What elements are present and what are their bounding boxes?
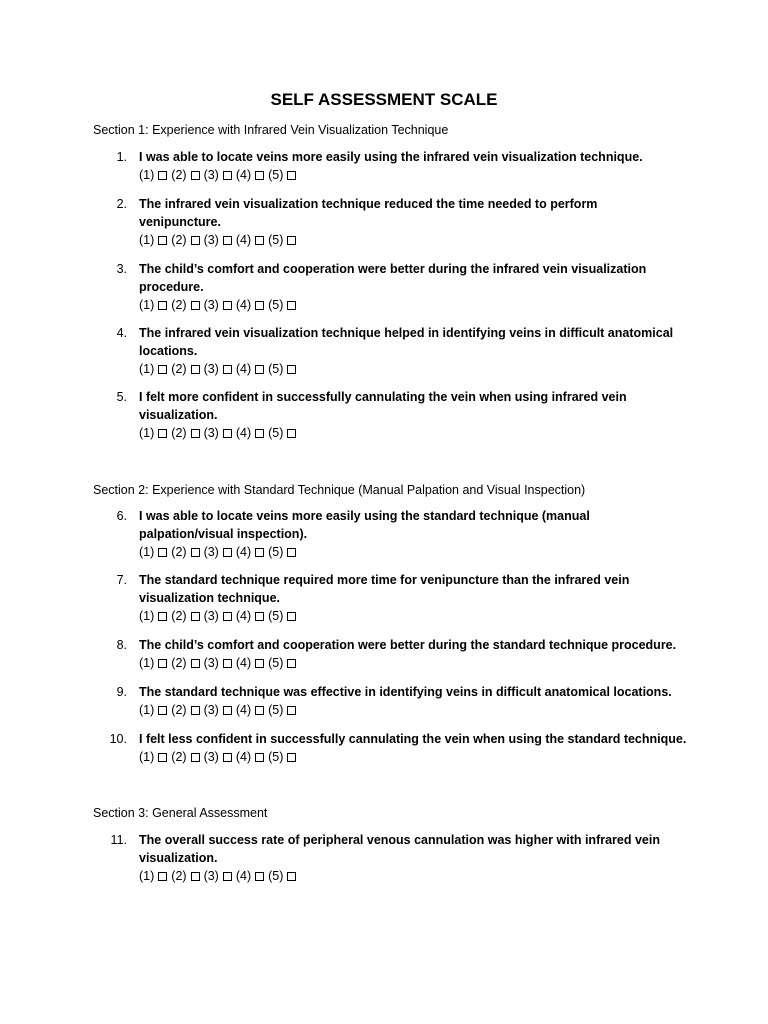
- rating-option-label: (4): [235, 869, 252, 883]
- rating-option[interactable]: [236, 361, 264, 379]
- checkbox[interactable]: [191, 706, 200, 715]
- rating-option[interactable]: [268, 425, 296, 443]
- rating-option-label: (2): [171, 750, 187, 764]
- checkbox[interactable]: [191, 548, 200, 557]
- rating-option[interactable]: [139, 425, 167, 443]
- question-number: 4.: [116, 326, 127, 340]
- checkbox[interactable]: [223, 753, 232, 762]
- checkbox[interactable]: [191, 753, 200, 762]
- checkbox[interactable]: [287, 548, 296, 557]
- rating-option-label: (4): [235, 545, 252, 559]
- rating-option-label: (4): [235, 168, 252, 182]
- question-text: The standard technique required more time for venipuncture than the infrared vein visualization technique.: [139, 573, 630, 605]
- checkbox[interactable]: [191, 171, 200, 180]
- rating-option[interactable]: [268, 608, 296, 626]
- rating-option[interactable]: [268, 868, 296, 886]
- checkbox[interactable]: [223, 872, 232, 881]
- checkbox[interactable]: [287, 872, 296, 881]
- rating-option-label: (3): [203, 362, 219, 376]
- rating-option-label: (4): [235, 703, 252, 717]
- question-number: 11.: [110, 833, 127, 847]
- rating-option-label: (5): [268, 703, 284, 717]
- checkbox[interactable]: [191, 612, 200, 621]
- rating-option[interactable]: [139, 232, 167, 250]
- rating-option-label: (1): [139, 656, 155, 670]
- checkbox[interactable]: [287, 706, 296, 715]
- checkbox[interactable]: [158, 548, 167, 557]
- rating-option-label: (2): [171, 703, 187, 717]
- rating-scale: [139, 608, 300, 626]
- rating-option[interactable]: [171, 425, 199, 443]
- rating-option-label: (3): [203, 233, 219, 247]
- question-number: 2.: [116, 197, 127, 211]
- rating-option-label: (2): [171, 609, 187, 623]
- rating-option-label: (4): [235, 362, 252, 376]
- question-text: I was able to locate veins more easily using the standard technique (manual palpation/visual inspection).: [139, 509, 590, 541]
- checkbox[interactable]: [158, 365, 167, 374]
- rating-option[interactable]: [204, 655, 232, 673]
- rating-option-label: (1): [139, 750, 155, 764]
- checkbox[interactable]: [287, 236, 296, 245]
- rating-option[interactable]: [204, 608, 232, 626]
- checkbox[interactable]: [158, 236, 167, 245]
- question-text: The infrared vein visualization technique reduced the time needed to perform venipuncture.: [139, 197, 598, 229]
- rating-scale: [139, 361, 300, 379]
- question-text: The overall success rate of peripheral venous cannulation was higher with infrared vein visualization.: [139, 833, 660, 865]
- rating-option-label: (3): [203, 750, 219, 764]
- rating-option[interactable]: [204, 749, 232, 767]
- question-number: 7.: [116, 573, 127, 587]
- rating-option[interactable]: [171, 608, 199, 626]
- checkbox[interactable]: [287, 659, 296, 668]
- checkbox[interactable]: [158, 171, 167, 180]
- rating-scale: [139, 702, 300, 720]
- rating-option-label: (2): [171, 545, 187, 559]
- rating-option[interactable]: [268, 297, 296, 315]
- rating-option-label: (5): [268, 298, 284, 312]
- rating-scale: [139, 425, 300, 443]
- rating-option[interactable]: [139, 655, 167, 673]
- rating-option-label: (4): [235, 298, 252, 312]
- checkbox[interactable]: [158, 612, 167, 621]
- rating-option-label: (2): [171, 656, 187, 670]
- checkbox[interactable]: [158, 706, 167, 715]
- rating-option[interactable]: [171, 297, 199, 315]
- checkbox[interactable]: [287, 429, 296, 438]
- rating-option-label: (5): [268, 750, 284, 764]
- checkbox[interactable]: [223, 659, 232, 668]
- checkbox[interactable]: [223, 548, 232, 557]
- rating-option-label: (5): [268, 426, 284, 440]
- checkbox[interactable]: [255, 753, 264, 762]
- rating-option[interactable]: [236, 655, 264, 673]
- checkbox[interactable]: [255, 612, 264, 621]
- rating-option[interactable]: [171, 749, 199, 767]
- checkbox[interactable]: [158, 659, 167, 668]
- checkbox[interactable]: [287, 365, 296, 374]
- question-number: 1.: [116, 150, 127, 164]
- checkbox[interactable]: [287, 753, 296, 762]
- rating-option[interactable]: [236, 608, 264, 626]
- rating-option[interactable]: [139, 608, 167, 626]
- rating-option-label: (3): [203, 869, 219, 883]
- question-number: 3.: [116, 262, 127, 276]
- rating-option-label: (1): [139, 168, 155, 182]
- rating-option-label: (5): [268, 545, 284, 559]
- rating-option[interactable]: [268, 655, 296, 673]
- rating-option-label: (2): [171, 362, 187, 376]
- rating-option[interactable]: [268, 361, 296, 379]
- rating-option[interactable]: [171, 868, 199, 886]
- rating-option-label: (3): [203, 298, 219, 312]
- rating-option-label: (1): [139, 362, 155, 376]
- checkbox[interactable]: [223, 236, 232, 245]
- checkbox[interactable]: [223, 612, 232, 621]
- rating-option[interactable]: [236, 868, 264, 886]
- rating-option[interactable]: [139, 167, 167, 185]
- rating-option[interactable]: [204, 544, 232, 562]
- checkbox[interactable]: [158, 429, 167, 438]
- question-number: 9.: [116, 685, 127, 699]
- rating-option[interactable]: [236, 297, 264, 315]
- question-number: 8.: [116, 638, 127, 652]
- rating-option-label: (1): [139, 869, 155, 883]
- rating-option-label: (3): [203, 168, 219, 182]
- rating-option[interactable]: [171, 655, 199, 673]
- checkbox[interactable]: [223, 706, 232, 715]
- rating-option-label: (4): [235, 609, 252, 623]
- question-text: I felt more confident in successfully cannulating the vein when using infrared vein visualization.: [139, 390, 627, 422]
- section-heading: Section 3: General Assessment: [93, 806, 268, 820]
- rating-option-label: (3): [203, 545, 219, 559]
- question-text: The infrared vein visualization technique helped in identifying veins in difficult anatomical locations.: [139, 326, 674, 358]
- question-text: The standard technique was effective in identifying veins in difficult anatomical locations.: [139, 685, 672, 699]
- rating-option[interactable]: [204, 167, 232, 185]
- checkbox[interactable]: [255, 301, 264, 310]
- rating-option[interactable]: [204, 361, 232, 379]
- rating-option[interactable]: [204, 425, 232, 443]
- rating-option-label: (2): [171, 869, 187, 883]
- rating-option-label: (1): [139, 545, 155, 559]
- rating-scale: [139, 544, 300, 562]
- rating-option[interactable]: [171, 544, 199, 562]
- rating-scale: [139, 655, 300, 673]
- rating-option-label: (5): [268, 233, 284, 247]
- rating-option[interactable]: [236, 425, 264, 443]
- rating-option-label: (5): [268, 168, 284, 182]
- checkbox[interactable]: [255, 548, 264, 557]
- question-number: 10.: [109, 732, 127, 746]
- checkbox[interactable]: [255, 706, 264, 715]
- rating-option[interactable]: [139, 749, 167, 767]
- rating-option[interactable]: [139, 702, 167, 720]
- rating-option-label: (4): [235, 656, 252, 670]
- rating-option-label: (2): [171, 168, 187, 182]
- rating-option-label: (5): [268, 362, 284, 376]
- rating-option-label: (1): [139, 298, 155, 312]
- rating-option[interactable]: [236, 749, 264, 767]
- rating-scale: [139, 232, 300, 250]
- checkbox[interactable]: [255, 429, 264, 438]
- checkbox[interactable]: [255, 365, 264, 374]
- rating-option-label: (5): [268, 609, 284, 623]
- checkbox[interactable]: [287, 301, 296, 310]
- rating-option[interactable]: [268, 544, 296, 562]
- rating-option-label: (4): [235, 750, 252, 764]
- checkbox[interactable]: [191, 365, 200, 374]
- checkbox[interactable]: [223, 301, 232, 310]
- rating-option-label: (3): [203, 426, 219, 440]
- rating-scale: [139, 868, 300, 886]
- checkbox[interactable]: [158, 872, 167, 881]
- checkbox[interactable]: [191, 659, 200, 668]
- checkbox[interactable]: [287, 612, 296, 621]
- rating-option-label: (1): [139, 426, 155, 440]
- rating-option-label: (1): [139, 233, 155, 247]
- checkbox[interactable]: [158, 753, 167, 762]
- rating-option-label: (1): [139, 703, 155, 717]
- rating-option-label: (3): [203, 609, 219, 623]
- rating-scale: [139, 297, 300, 315]
- rating-option[interactable]: [171, 702, 199, 720]
- rating-option[interactable]: [171, 361, 199, 379]
- rating-option-label: (1): [139, 609, 155, 623]
- question-text: The child’s comfort and cooperation were better during the standard technique procedure.: [139, 638, 677, 652]
- rating-option[interactable]: [236, 702, 264, 720]
- checkbox[interactable]: [158, 301, 167, 310]
- rating-option[interactable]: [171, 167, 199, 185]
- question-number: 5.: [116, 390, 127, 404]
- rating-option-label: (4): [235, 426, 252, 440]
- rating-option[interactable]: [236, 544, 264, 562]
- rating-option[interactable]: [204, 868, 232, 886]
- question-text: I was able to locate veins more easily using the infrared vein visualization technique.: [139, 150, 643, 164]
- question-number: 6.: [116, 509, 127, 523]
- rating-option[interactable]: [139, 544, 167, 562]
- checkbox[interactable]: [255, 659, 264, 668]
- section-heading: Section 1: Experience with Infrared Vein Visualization Technique: [93, 123, 449, 137]
- rating-option-label: (2): [171, 298, 187, 312]
- rating-option-label: (2): [171, 233, 187, 247]
- rating-option[interactable]: [171, 232, 199, 250]
- checkbox[interactable]: [191, 429, 200, 438]
- rating-option[interactable]: [236, 167, 264, 185]
- question-text: I felt less confident in successfully cannulating the vein when using the standard technique.: [139, 732, 687, 746]
- rating-scale: [139, 167, 300, 185]
- rating-option[interactable]: [268, 232, 296, 250]
- rating-option[interactable]: [268, 702, 296, 720]
- rating-option-label: (2): [171, 426, 187, 440]
- rating-option[interactable]: [268, 167, 296, 185]
- checkbox[interactable]: [255, 236, 264, 245]
- rating-option-label: (5): [268, 656, 284, 670]
- checkbox[interactable]: [191, 236, 200, 245]
- checkbox[interactable]: [287, 171, 296, 180]
- checkbox[interactable]: [255, 171, 264, 180]
- rating-scale: [139, 749, 300, 767]
- checkbox[interactable]: [191, 301, 200, 310]
- rating-option[interactable]: [204, 232, 232, 250]
- rating-option-label: (3): [203, 703, 219, 717]
- checkbox[interactable]: [223, 365, 232, 374]
- rating-option[interactable]: [268, 749, 296, 767]
- section-heading: Section 2: Experience with Standard Technique (Manual Palpation and Visual Inspection): [93, 483, 586, 497]
- rating-option-label: (4): [235, 233, 252, 247]
- rating-option-label: (3): [203, 656, 219, 670]
- rating-option[interactable]: [139, 361, 167, 379]
- rating-option[interactable]: [204, 297, 232, 315]
- checkbox[interactable]: [223, 171, 232, 180]
- page-title: SELF ASSESSMENT SCALE: [270, 90, 498, 109]
- rating-option[interactable]: [139, 297, 167, 315]
- checkbox[interactable]: [191, 872, 200, 881]
- question-text: The child’s comfort and cooperation were better during the infrared vein visualization procedure.: [139, 262, 647, 294]
- checkbox[interactable]: [223, 429, 232, 438]
- rating-option[interactable]: [204, 702, 232, 720]
- rating-option-label: (5): [268, 869, 284, 883]
- rating-option[interactable]: [236, 232, 264, 250]
- rating-option[interactable]: [139, 868, 167, 886]
- checkbox[interactable]: [255, 872, 264, 881]
